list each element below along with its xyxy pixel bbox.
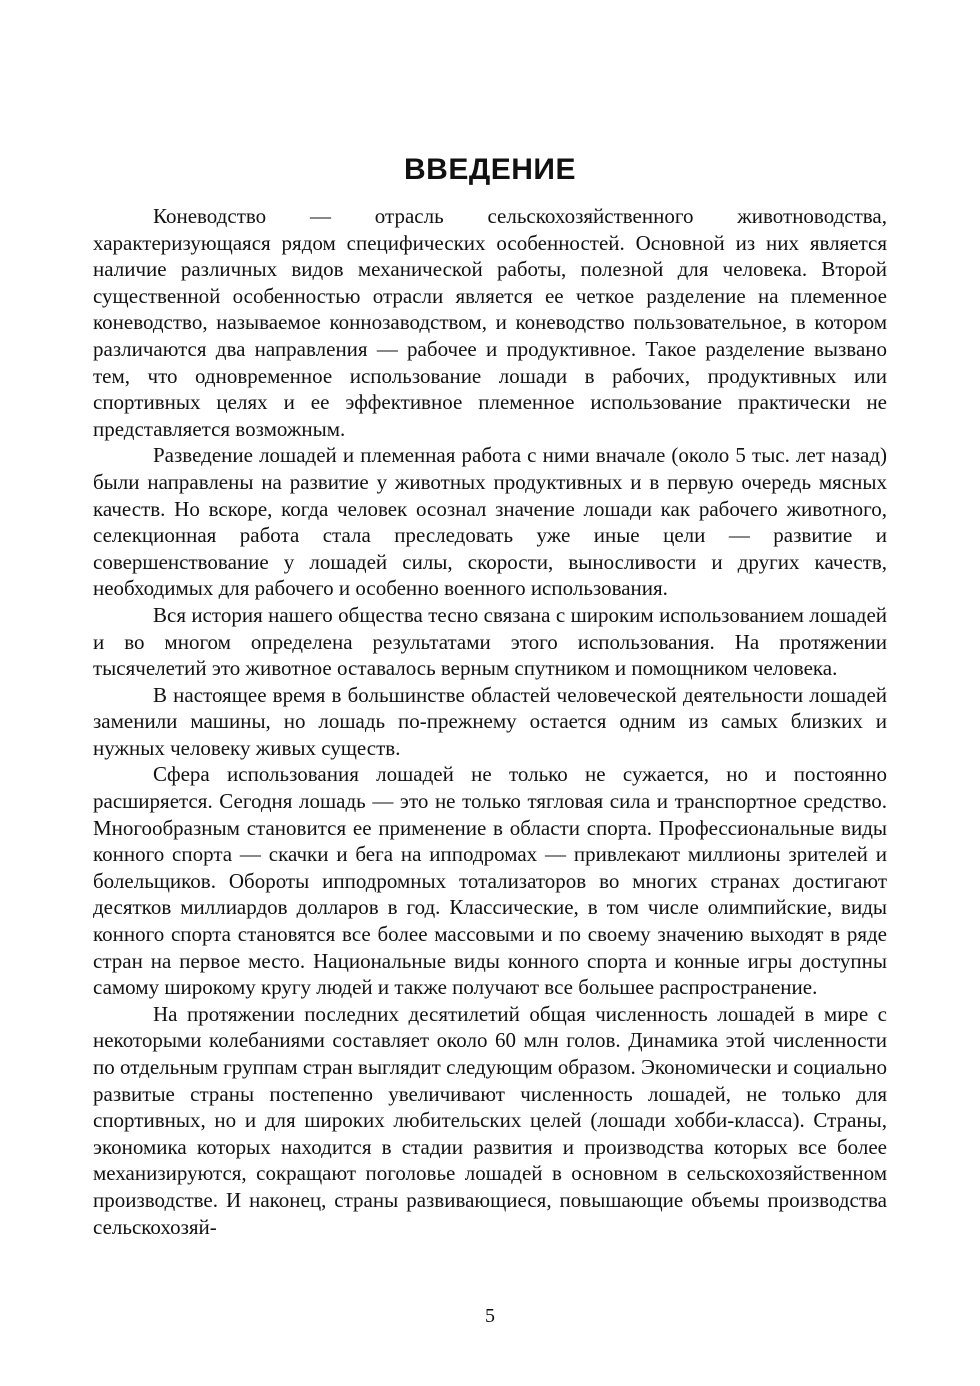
paragraph: В настоящее время в большинстве областей человеческой деятельности лошадей заменили машины, но лошадь по-прежнему остается одним из самых близких и нужных человеку живых существ. bbox=[93, 682, 887, 760]
paragraph: Сфера использования лошадей не только не сужается, но и постоянно расширяется. Сегодня лошадь — это не только тягловая сила и транспортное средство. Многообразным становится ее применение в области спорта. Профессиональные виды конного спорта — скачки и бега на ипподромах — привлекают миллионы зрителей и болельщиков. Обороты ипподромных тотализаторов во многих странах достигают десятков миллиардов долларов в год. Классические, в том числе олимпийские, виды конного спорта становятся все более массовыми и по своему значению выходят в ряде стран на первое место. Национальные виды конного спорта и конные игры доступны самому широкому кругу людей и также получают все большее распространение. bbox=[93, 762, 887, 1000]
paragraph: Вся история нашего общества тесно связана с широким использованием лошадей и во многом определена результатами этого использования. На протяжении тысячелетий это животное оставалось верным спутником и помощником человека. bbox=[93, 602, 887, 681]
page-title: ВВЕДЕНИЕ bbox=[404, 153, 576, 186]
paragraph: Коневодство — отрасль сельскохозяйственного животноводства, характеризующаяся рядом специфических особенностей. Основной из них является наличие различных видов механической работы, полезной для человека. Второй существенной особенностью отрасли является ее четкое разделение на племенное коневодство, называемое коннозаводством, и коневодство пользовательное, в котором различаются два направления — рабочее и продуктивное. Такое разделение вызвано тем, что одновременное использование лошади в рабочих, продуктивных или спортивных целях и ее эффективное племенное использование практически не представляется возможным. bbox=[93, 204, 887, 441]
page-number: 5 bbox=[485, 1305, 495, 1327]
body-text bbox=[93, 203, 887, 1240]
paragraph: На протяжении последних десятилетий общая численность лошадей в мире с некоторыми колебаниями составляет около 60 млн голов. Динамика этой численности по отдельным группам стран выглядит следующим образом. Экономически и социально развитые страны постепенно увеличивают численность лошадей, не только для спортивных, но и для широких любительских целей (лошади хобби-класса). Страны, экономика которых находится в стадии развития и производства которых все более механизируются, сокращают поголовье лошадей в основном в сельскохозяйственном производстве. И наконец, страны развивающиеся, повышающие объемы производства сельскохозяй- bbox=[93, 1001, 887, 1239]
paragraph: Разведение лошадей и племенная работа с ними вначале (около 5 тыс. лет назад) были направлены на развитие у животных продуктивных и в первую очередь мясных качеств. Но вскоре, когда человек осознал значение лошади как рабочего животного, селекционная работа стала преследовать уже иные цели — развитие и совершенствование у лошадей силы, скорости, выносливости и других качеств, необходимых для рабочего и особенно военного использования. bbox=[93, 443, 887, 601]
